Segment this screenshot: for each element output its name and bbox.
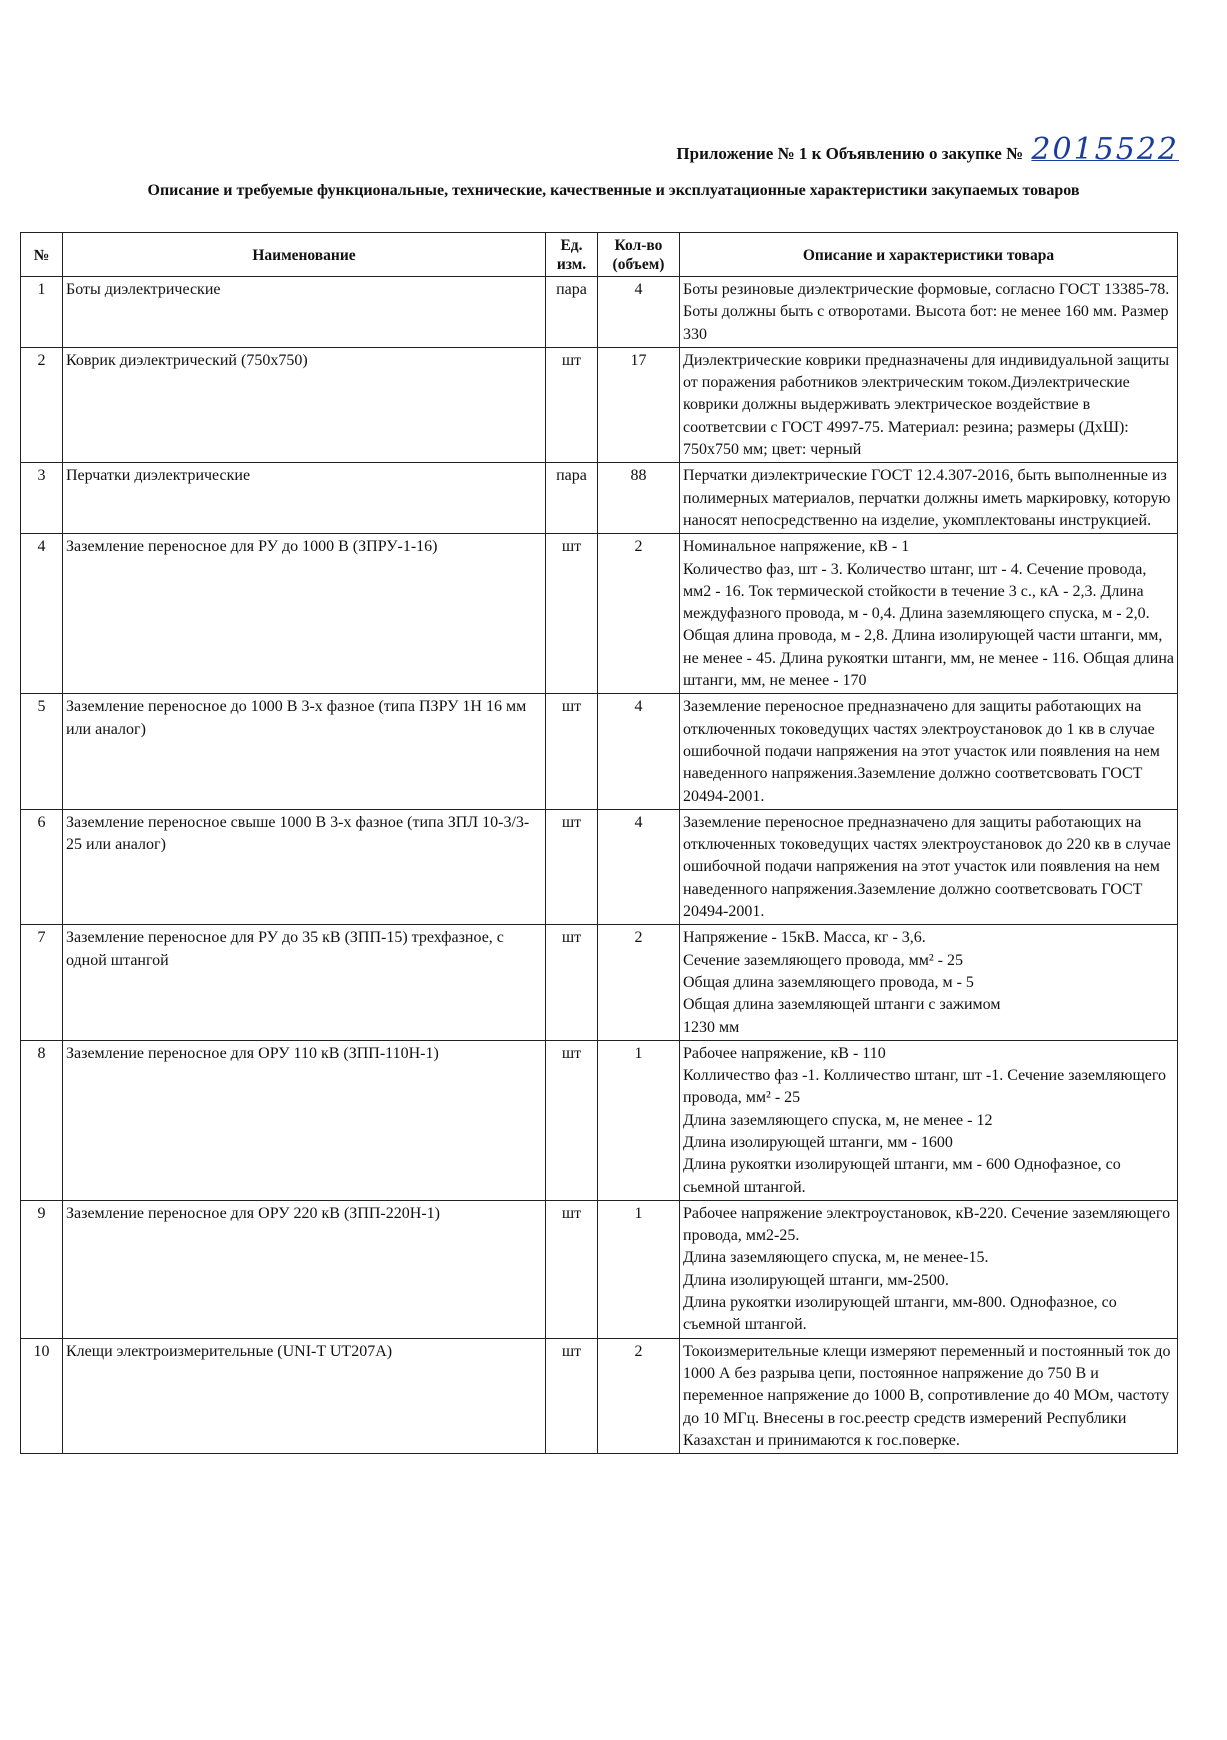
appendix-line — [676, 132, 1179, 167]
row-number: 1 — [21, 277, 63, 348]
row-description: Напряжение - 15кВ. Масса, кг - 3,6. Сечение заземляющего провода, мм² - 25 Общая длина заземляющего провода, м - 5 Общая длина заземляющей штанги с зажимом 1230 мм — [680, 925, 1178, 1040]
row-name: Перчатки диэлектрические — [63, 463, 546, 534]
table-row — [21, 694, 1178, 809]
row-name: Заземление переносное до 1000 В 3-х фазное (типа ПЗРУ 1Н 16 мм или аналог) — [63, 694, 546, 809]
header-unit: Ед. изм. — [546, 233, 598, 277]
row-description: Заземление переносное предназначено для защиты работающих на отключенных токоведущих частях электроустановок до 220 кв в случае ошибочной подачи напряжения на этот участок или появления на нем наведенного напряжения.Заземление должно соответсвовать ГОСТ 20494-2001. — [680, 809, 1178, 924]
row-number: 5 — [21, 694, 63, 809]
row-number: 9 — [21, 1200, 63, 1338]
row-description: Боты резиновые диэлектрические формовые, согласно ГОСТ 13385-78. Боты должны быть с отворотами. Высота бот: не менее 160 мм. Размер 330 — [680, 277, 1178, 348]
row-number: 4 — [21, 534, 63, 694]
row-description: Диэлектрические коврики предназначены для индивидуальной защиты от поражения работников электрическим током.Диэлектрические коврики должны выдерживать электрическое воздействие в соответсвии с ГОСТ 4997-75. Материал: резина; размеры (ДхШ): 750х750 мм; цвет: черный — [680, 347, 1178, 462]
row-unit: шт — [546, 347, 598, 462]
row-qty: 4 — [598, 277, 680, 348]
table-row — [21, 277, 1178, 348]
row-qty: 2 — [598, 1338, 680, 1453]
row-unit: шт — [546, 809, 598, 924]
row-number: 8 — [21, 1040, 63, 1200]
row-description: Рабочее напряжение, кВ - 110 Колличество фаз -1. Колличество штанг, шт -1. Сечение заземляющего провода, мм² - 25 Длина заземляющего спуска, м, не менее - 12 Длина изолирующей штанги, мм - 1600 Длина рукоятки изолирующей штанги, мм - 600 Однофазное, со сьемной штангой. — [680, 1040, 1178, 1200]
table-row — [21, 1338, 1178, 1453]
row-qty: 1 — [598, 1040, 680, 1200]
goods-table — [20, 232, 1178, 1454]
row-name: Заземление переносное для ОРУ 220 кВ (ЗПП-220Н-1) — [63, 1200, 546, 1338]
row-description: Перчатки диэлектрические ГОСТ 12.4.307-2016, быть выполненные из полимерных материалов, перчатки должны иметь маркировку, которую наносят непосредственно на изделие, укомплектованы инструкцией. — [680, 463, 1178, 534]
row-unit: шт — [546, 1040, 598, 1200]
row-number: 3 — [21, 463, 63, 534]
row-name: Заземление переносное для РУ до 1000 В (ЗПРУ-1-16) — [63, 534, 546, 694]
row-description: Токоизмерительные клещи измеряют переменный и постоянный ток до 1000 А без разрыва цепи, постоянное напряжение до 750 В и переменное напряжение до 1000 В, сопротивление до 40 МОм, частоту до 10 МГц. Внесены в гос.реестр средств измерений Республики Казахстан и принимаются к гос.поверке. — [680, 1338, 1178, 1453]
table-row — [21, 809, 1178, 924]
row-qty: 4 — [598, 809, 680, 924]
row-unit: шт — [546, 1338, 598, 1453]
table-row — [21, 1040, 1178, 1200]
appendix-prefix: Приложение № 1 к Объявлению о закупке № — [676, 144, 1024, 163]
header-num: № — [21, 233, 63, 277]
row-unit: шт — [546, 1200, 598, 1338]
row-qty: 2 — [598, 925, 680, 1040]
row-unit: пара — [546, 277, 598, 348]
row-description: Номинальное напряжение, кВ - 1 Количество фаз, шт - 3. Количество штанг, шт - 4. Сечение провода, мм2 - 16. Ток термической стойкости в течение 3 с., кА - 2,3. Длина междуфазного провода, м - 0,4. Длина заземляющего спуска, м - 2,0. Общая длина провода, м - 2,8. Длина изолирующей части штанги, мм, не менее - 45. Длина рукоятки штанги, мм, не менее - 116. Общая длина штанги, мм, не менее - 170 — [680, 534, 1178, 694]
table-row — [21, 925, 1178, 1040]
row-name: Боты диэлектрические — [63, 277, 546, 348]
row-description: Заземление переносное предназначено для защиты работающих на отключенных токоведущих частях электроустановок до 1 кв в случае ошибочной подачи напряжения на этот участок или появления на нем наведенного напряжения.Заземление должно соответсвовать ГОСТ 20494-2001. — [680, 694, 1178, 809]
row-qty: 17 — [598, 347, 680, 462]
row-name: Коврик диэлектрический (750х750) — [63, 347, 546, 462]
header-name: Наименование — [63, 233, 546, 277]
row-unit: пара — [546, 463, 598, 534]
row-name: Заземление переносное для РУ до 35 кВ (ЗПП-15) трехфазное, с одной штангой — [63, 925, 546, 1040]
row-qty: 2 — [598, 534, 680, 694]
table-row — [21, 463, 1178, 534]
row-name: Клещи электроизмерительные (UNI-T UT207A) — [63, 1338, 546, 1453]
row-description: Рабочее напряжение электроустановок, кВ-220. Сечение заземляющего провода, мм2-25. Длина заземляющего спуска, м, не менее-15. Длина изолирующей штанги, мм-2500. Длина рукоятки изолирующей штанги, мм-800. Однофазное, со съемной штангой. — [680, 1200, 1178, 1338]
row-number: 10 — [21, 1338, 63, 1453]
row-unit: шт — [546, 925, 598, 1040]
row-unit: шт — [546, 534, 598, 694]
table-header-row — [21, 233, 1178, 277]
handwritten-procurement-number: 2015522 — [1031, 132, 1179, 167]
row-name: Заземление переносное свыше 1000 В 3-х фазное (типа ЗПЛ 10-3/3-25 или аналог) — [63, 809, 546, 924]
table-row — [21, 1200, 1178, 1338]
table-row — [21, 347, 1178, 462]
row-qty: 88 — [598, 463, 680, 534]
row-unit: шт — [546, 694, 598, 809]
row-number: 2 — [21, 347, 63, 462]
row-number: 7 — [21, 925, 63, 1040]
header-desc: Описание и характеристики товара — [680, 233, 1178, 277]
table-row — [21, 534, 1178, 694]
row-qty: 1 — [598, 1200, 680, 1338]
row-number: 6 — [21, 809, 63, 924]
row-name: Заземление переносное для ОРУ 110 кВ (ЗПП-110Н-1) — [63, 1040, 546, 1200]
document-subtitle: Описание и требуемые функциональные, технические, качественные и эксплуатационные характеристики закупаемых товаров — [147, 182, 1080, 199]
row-qty: 4 — [598, 694, 680, 809]
header-qty: Кол-во (объем) — [598, 233, 680, 277]
